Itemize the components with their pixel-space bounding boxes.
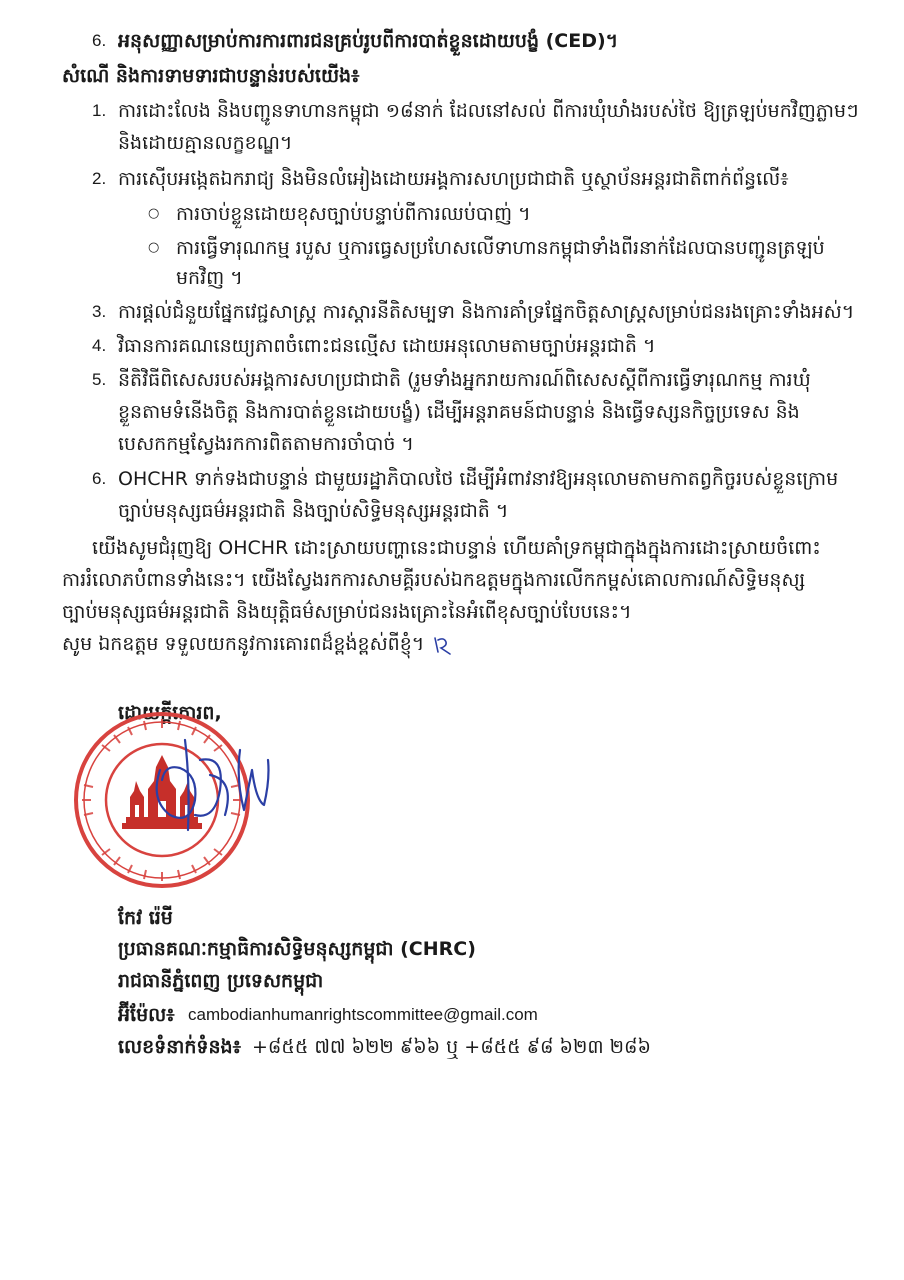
sub-item-text: ការធ្វើទារុណកម្ម របួស ឬការធ្វេសប្រហែសលើទាហានកម្ពុជាទាំងពីរនាក់ដែលបានបញ្ជូនត្រឡប់ bbox=[176, 237, 825, 259]
email-address[interactable]: cambodianhumanrightscommittee@gmail.com bbox=[188, 1005, 538, 1024]
list-number: 6. bbox=[92, 31, 107, 50]
signatory-name: កែវ រ៉េមី bbox=[118, 907, 173, 929]
sub-bullet: ○ bbox=[148, 240, 160, 255]
list-number: 5. bbox=[92, 370, 107, 389]
list-number: 6. bbox=[92, 469, 107, 488]
closing-paragraph-line: ច្បាប់មនុស្សធម៌អន្តរជាតិ និងយុត្តិធម៌សម្រាប់ជនរងគ្រោះនៃអំពើខុសច្បាប់បែបនេះ។ bbox=[62, 601, 632, 623]
list-item-text: ខ្លួនតាមទំនើងចិត្ត និងការបាត់ខ្លួនដោយបង្ខំ) ដើម្បីអន្តរាគមន៍ជាបន្ទាន់ និងធ្វើទស្សនកិច្ចប្រទេស និង bbox=[118, 401, 800, 423]
list-item-text: ការស៊ើបអង្កេតឯករាជ្យ និងមិនលំអៀងដោយអង្គការសហប្រជាជាតិ ឬស្ថាប័នអន្តរជាតិពាក់ព័ន្ធលើ៖ bbox=[118, 168, 789, 190]
list-item-text: បេសកកម្មស្វែងរកការពិតតាមការចាំបាច់ ។ bbox=[118, 433, 414, 455]
list-item-text: ការផ្តល់ជំនួយផ្នែកវេជ្ជសាស្ត្រ ការស្តារនីតិសម្បទា និងការគាំទ្រផ្នែកចិត្តសាស្ត្រសម្រាប់ជនរងគ្រោះទាំងអស់។ bbox=[118, 301, 855, 323]
section-heading: សំណើ និងការទាមទារជាបន្ទាន់របស់យើង៖ bbox=[62, 65, 360, 87]
list-item-text: ច្បាប់មនុស្សធម៌អន្តរជាតិ និងច្បាប់សិទ្ធិមនុស្សអន្តរជាតិ ។ bbox=[118, 500, 509, 522]
sub-item-text: មកវិញ ។ bbox=[176, 267, 243, 289]
list-item-text: OHCHR ទាក់ទងជាបន្ទាន់ ជាមួយរដ្ឋាភិបាលថៃ ដើម្បីអំពាវនាវឱ្យអនុលោមតាមកាតព្វកិច្ចរបស់ខ្លួនក្រោម bbox=[118, 468, 839, 490]
list-number: 4. bbox=[92, 336, 107, 355]
list-item-text: ការដោះលែង និងបញ្ជូនទាហានកម្ពុជា ១៨នាក់ ដែលនៅសល់ ពីការឃុំឃាំងរបស់ថៃ ឱ្យត្រឡប់មកវិញភ្លាមៗ bbox=[118, 100, 859, 122]
pen-mark-icon bbox=[432, 634, 454, 656]
list-number: 3. bbox=[92, 302, 107, 321]
email-label: អ៊ីម៉ែល៖ bbox=[118, 1004, 175, 1026]
list-item-text: នីតិវិធីពិសេសរបស់អង្គការសហប្រជាជាតិ (រួមទាំងអ្នករាយការណ៍ពិសេសស្តីពីការធ្វើទារុណកម្ម ការឃុំ bbox=[118, 369, 811, 391]
list-item-text: និងដោយគ្មានលក្ខខណ្ឌ។ bbox=[118, 132, 293, 154]
closing-paragraph-line: សូម ឯកឧត្តម ទទួលយកនូវការគោរពដ៏ខ្ពង់ខ្ពស់ពីខ្ញុំ។ bbox=[62, 633, 425, 655]
handwritten-signature-icon bbox=[140, 720, 300, 840]
sub-bullet: ○ bbox=[148, 206, 160, 221]
sub-item-text: ការចាប់ខ្លួនដោយខុសច្បាប់បន្ទាប់ពីការឈប់បាញ់ ។ bbox=[176, 203, 531, 225]
phone-label: លេខទំនាក់ទំនង៖ bbox=[118, 1036, 241, 1058]
phone-numbers: +៨៥៥ ៧៧ ៦២២ ៩៦៦ ឬ +៨៥៥ ៩៨ ៦២៣ ២៨៦ bbox=[252, 1036, 651, 1058]
list-item-text: វិធានការគណនេយ្យភាពចំពោះជនល្មើស ដោយអនុលោមតាមច្បាប់អន្តរជាតិ ។ bbox=[118, 335, 656, 357]
list-item-text: អនុសញ្ញាសម្រាប់ការការពារជនគ្រប់រូបពីការបាត់ខ្លួនដោយបង្ខំ (CED)។ bbox=[118, 30, 619, 52]
signatory-location: រាជធានីភ្នំពេញ ប្រទេសកម្ពុជា bbox=[118, 970, 324, 992]
closing-paragraph-line: យើងសូមជំរុញឱ្យ OHCHR ដោះស្រាយបញ្ហានេះជាបន្ទាន់ ហើយគាំទ្រកម្ពុជាក្នុងក្នុងការដោះស្រាយចំពោះ bbox=[92, 537, 821, 559]
list-number: 2. bbox=[92, 169, 107, 188]
signatory-title: ប្រធានគណៈកម្មាធិការសិទ្ធិមនុស្សកម្ពុជា (CHRC) bbox=[118, 938, 476, 960]
salutation: ដោយក្តីគោរព, bbox=[118, 702, 222, 724]
list-number: 1. bbox=[92, 101, 107, 120]
closing-paragraph-line: ការរំលោភបំពានទាំងនេះ។ យើងស្វែងរកការសាមគ្គីរបស់ឯកឧត្តមក្នុងការលើកកម្ពស់គោលការណ៍សិទ្ធិមនុស្ស bbox=[62, 569, 806, 591]
